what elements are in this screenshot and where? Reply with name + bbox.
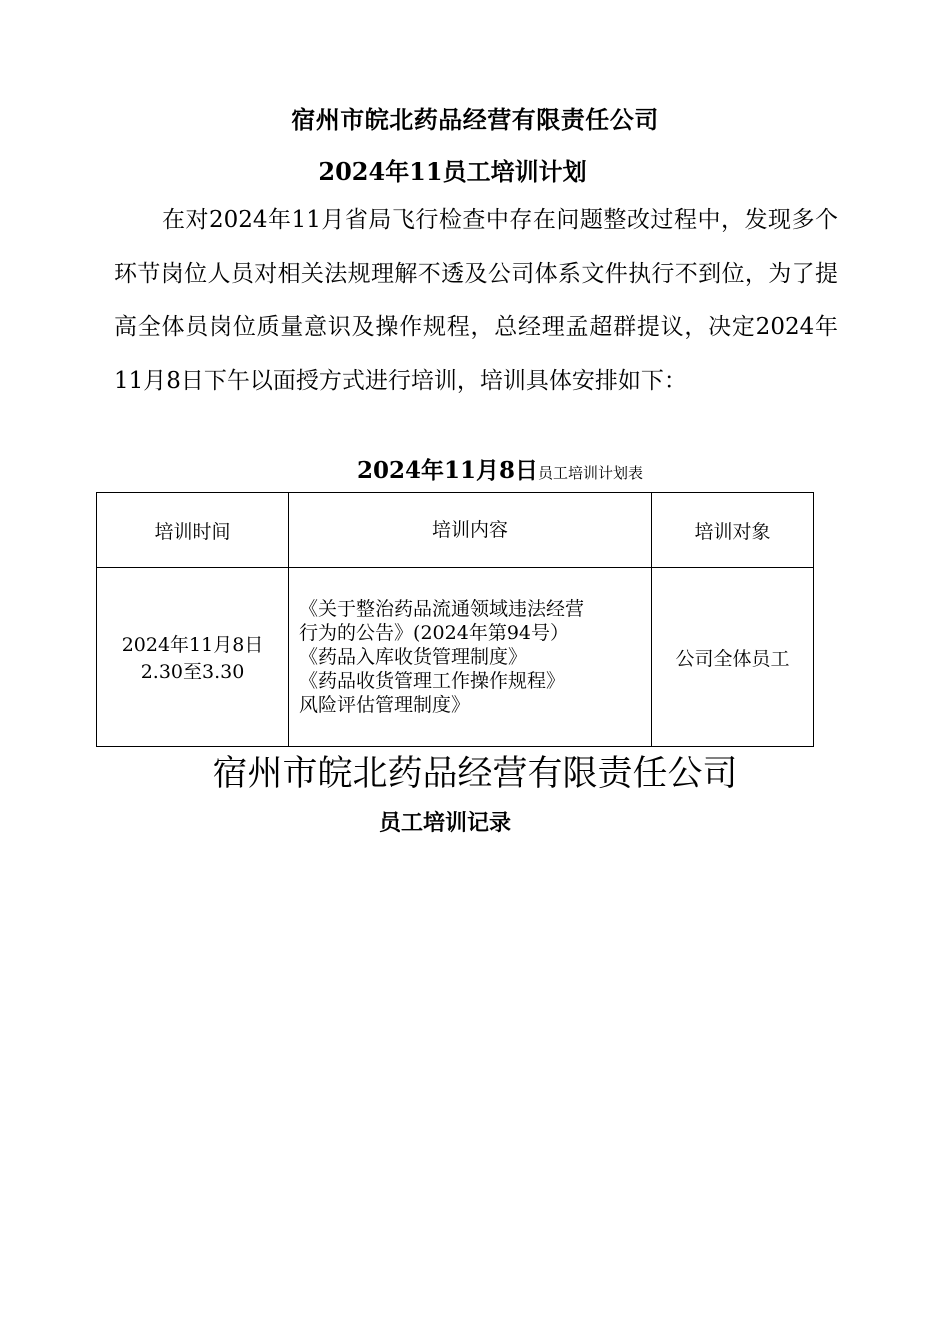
time-line-1: 2024年11月8日: [121, 634, 264, 656]
header-time: 培训时间: [97, 493, 289, 568]
plan-title: 2024年11员工培训计划: [318, 157, 587, 186]
cell-content: [289, 568, 652, 747]
table-caption: [0, 452, 950, 485]
cell-time: [97, 568, 289, 747]
content-line: 风险评估管理制度》: [299, 694, 471, 716]
record-title: 员工培训记录: [378, 811, 511, 836]
content-line: 行为的公告》(2024年第94号）: [299, 622, 569, 644]
cell-target: 公司全体员工: [651, 568, 813, 747]
record-company-title: 宿州市皖北药品经营有限责任公司: [212, 754, 738, 794]
table-row: [97, 568, 814, 747]
training-plan-table: [96, 492, 814, 747]
time-line-2: 2.30至3.30: [140, 661, 245, 683]
content-line: 《药品收货管理工作操作规程》: [299, 670, 566, 692]
intro-paragraph: 在对2024年11月省局飞行检查中存在问题整改过程中，发现多个环节岗位人员对相关法规理解不透及公司体系文件执行不到位，为了提高全体员岗位质量意识及操作规程，总经理孟超群提议，决定2024年11月8日下午以面授方式进行培训，培训具体安排如下：: [114, 207, 838, 394]
header-target: 培训对象: [651, 493, 813, 568]
company-title: 宿州市皖北药品经营有限责任公司: [291, 106, 659, 134]
table-caption-date: 2024年11月8日: [356, 457, 538, 484]
table-caption-label: 员工培训计划表: [538, 464, 644, 482]
content-line: 《关于整治药品流通领域违法经营: [299, 598, 585, 620]
table-header-row: [97, 493, 814, 568]
content-line: 《药品入库收货管理制度》: [299, 646, 528, 668]
header-content: 培训内容: [289, 493, 652, 568]
